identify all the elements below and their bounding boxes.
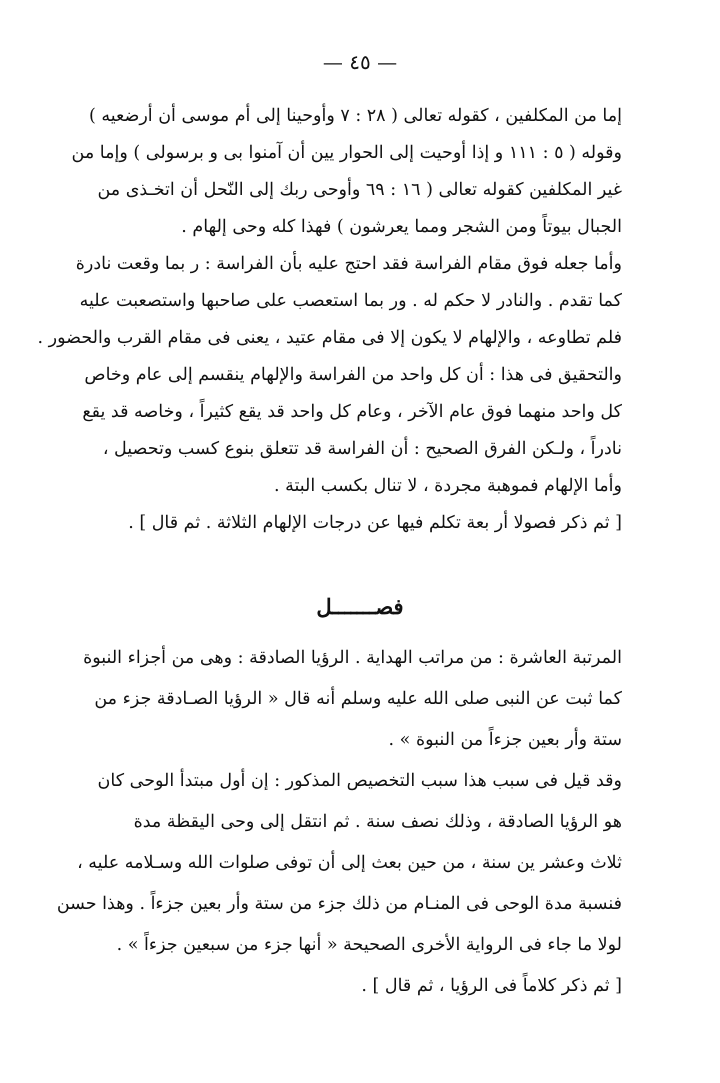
text-line: كما ثبت عن النبى صلى الله عليه وسلم أنه قال « الرؤيا الصـادقة جزء من xyxy=(94,689,622,709)
editor-note: [ ثم ذكر فصولا أر بعة تكلم فيها عن درجات الإلهام الثلاثة . ثم قال ] . xyxy=(128,513,622,533)
text-line: ستة وأر بعين جزءاً من النبوة » . xyxy=(388,730,622,750)
text-line: فنسبة مدة الوحى فى المنـام من ذلك جزء من ستة وأر بعين جزءاً . وهذا حسن xyxy=(56,894,622,914)
page-number: — ٤٥ — xyxy=(322,50,398,74)
text-line: غير المكلفين كقوله تعالى ( ١٦ : ٦٩ وأوحى ربك إلى النّحل أن اتخـذى من xyxy=(97,180,622,200)
text-line: الجبال بيوتاً ومن الشجر ومما يعرشون ) فهذا كله وحى إلهام . xyxy=(181,217,622,237)
text-line: فلم تطاوعه ، والإلهام لا يكون إلا فى مقام عتيد ، يعنى فى مقام القرب والحضور . xyxy=(37,328,622,348)
text-line: نادراً ، ولـكن الفرق الصحيح : أن الفراسة قد تتعلق بنوع كسب وتحصيل ، xyxy=(102,439,622,459)
section-heading: فصـــــــل xyxy=(316,594,404,619)
text-line: لولا ما جاء فى الرواية الأخرى الصحيحة « أنها جزء من سبعين جزءاً » . xyxy=(116,935,622,955)
text-line: وأما الإلهام فموهبة مجردة ، لا تنال بكسب البتة . xyxy=(273,476,622,496)
text-line: وأما جعله فوق مقام الفراسة فقد احتج عليه بأن الفراسة : ر بما وقعت نادرة xyxy=(75,254,622,274)
text-line: ثلاث وعشر ين سنة ، من حين بعث إلى أن توفى صلوات الله وسـلامه عليه ، xyxy=(77,853,622,873)
text-line: كل واحد منهما فوق عام الآخر ، وعام كل واحد قد يقع كثيراً ، وخاصه قد يقع xyxy=(82,402,622,422)
text-line: وقد قيل فى سبب هذا سبب التخصيص المذكور : إن أول مبتدأ الوحى كان xyxy=(97,771,622,791)
text-line: كما تقدم . والنادر لا حكم له . ور بما استعصب على صاحبها واستصعبت عليه xyxy=(79,291,622,311)
text-block-upper xyxy=(37,98,622,542)
text-line: هو الرؤيا الصادقة ، وذلك نصف سنة . ثم انتقل إلى وحى اليقظة مدة xyxy=(133,812,622,832)
editor-note: [ ثم ذكر كلاماً فى الرؤيا ، ثم قال ] . xyxy=(361,976,622,996)
text-line: والتحقيق فى هذا : أن كل واحد من الفراسة والإلهام ينقسم إلى عام وخاص xyxy=(84,365,622,385)
text-line: إما من المكلفين ، كقوله تعالى ( ٢٨ : ٧ وأوحينا إلى أم موسى أن أرضعيه ) xyxy=(88,106,622,126)
text-line: وقوله ( ٥ : ١١١ و إذا أوحيت إلى الحوار يين أن آمنوا بى و برسولى ) وإما من xyxy=(71,143,622,163)
text-line: المرتبة العاشرة : من مراتب الهداية . الرؤيا الصادقة : وهى من أجزاء النبوة xyxy=(83,648,622,668)
text-block-lower xyxy=(56,638,622,1007)
